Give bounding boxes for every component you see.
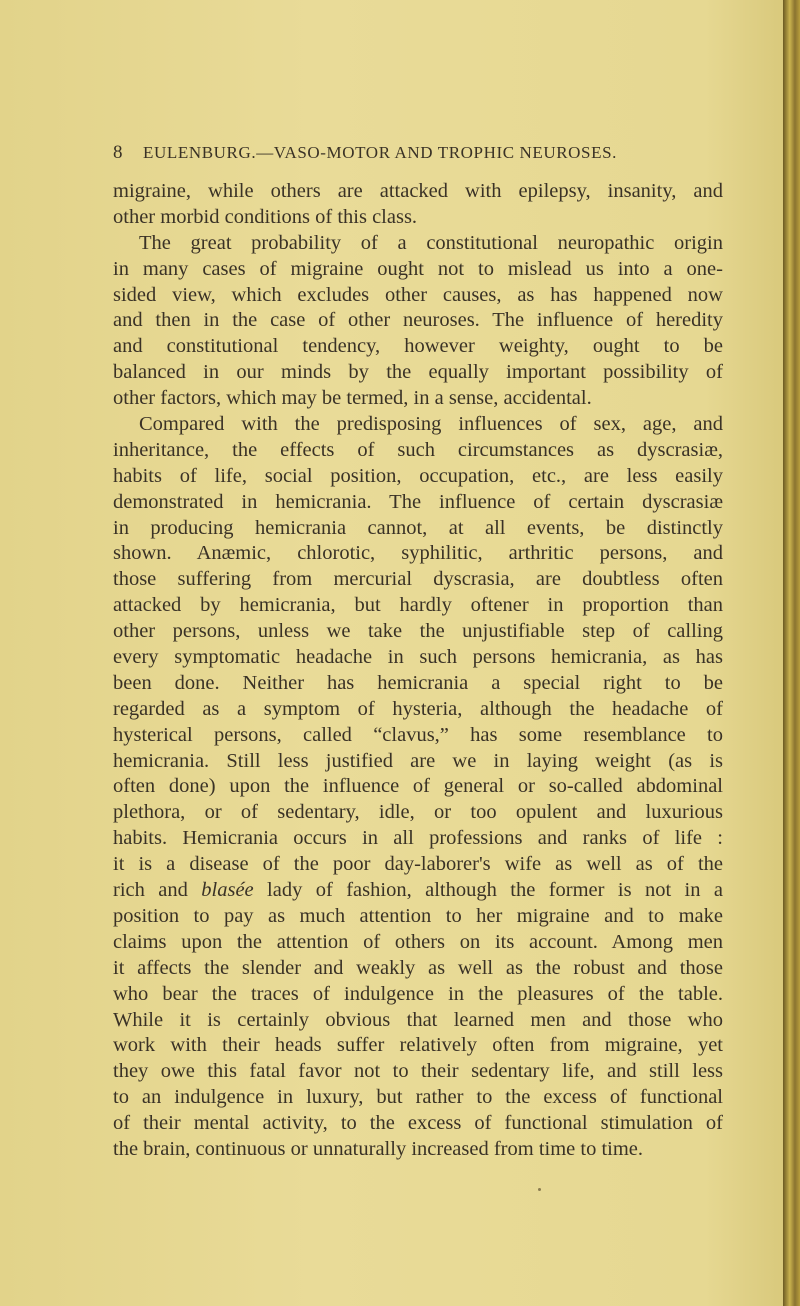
text-line: Compared with the predisposing influences of sex, age, and (139, 413, 723, 436)
text-line: shown. Anæmic, chlorotic, syphilitic, arthritic persons, and (113, 542, 723, 565)
text-line: habits. Hemicrania occurs in all professions and ranks of life : (113, 827, 723, 850)
text-line: work with their heads suffer relatively often from migraine, yet (113, 1034, 723, 1057)
text-line: those suffering from mercurial dyscrasia, are doubtless often (113, 568, 723, 591)
text-line: migraine, while others are attacked with epilepsy, insanity, and (113, 180, 723, 202)
italic-word: blasée (201, 879, 254, 902)
text-line: plethora, or of sedentary, idle, or too opulent and luxurious (113, 801, 723, 824)
body-text (113, 179, 723, 1163)
text-line: claims upon the attention of others on its account. Among men (113, 930, 723, 953)
text-line: it is a disease of the poor day-laborer's wife as well as of the (113, 853, 723, 876)
text-line: other persons, unless we take the unjustifiable step of calling (113, 620, 723, 643)
text-line: and constitutional tendency, however weighty, ought to be (113, 335, 723, 358)
text-run: rich and (113, 879, 202, 902)
text-line: who bear the traces of indulgence in the pleasures of the table. (113, 982, 723, 1005)
paper-speck (538, 1188, 541, 1191)
text-line: in producing hemicrania cannot, at all events, be distinctly (113, 516, 723, 539)
text-line: demonstrated in hemicrania. The influence of certain dyscrasiæ (113, 490, 723, 513)
text-line: The great probability of a constitutional neuropathic origin (139, 231, 723, 254)
text-line: other factors, which may be termed, in a sense, accidental. (113, 387, 592, 410)
text-line: to an indulgence in luxury, but rather to the excess of functional (113, 1086, 723, 1109)
text-line: often done) upon the influence of general or so-called abdominal (113, 775, 723, 798)
text-line: hysterical persons, called “clavus,” has some resemblance to (113, 723, 723, 746)
text-line: other morbid conditions of this class. (113, 205, 418, 228)
text-line: been done. Neither has hemicrania a special right to be (113, 671, 723, 694)
text-line: sided view, which excludes other causes, as has happened now (113, 283, 723, 306)
text-line: hemicrania. Still less justified are we in laying weight (as is (113, 749, 723, 772)
text-line: of their mental activity, to the excess of functional stimulation of (113, 1112, 723, 1135)
book-binding-edge (783, 0, 800, 1306)
text-line (113, 878, 723, 904)
text-line: and then in the case of other neuroses. The influence of heredity (113, 309, 723, 332)
text-line: inheritance, the effects of such circumstances as dyscrasiæ, (113, 438, 723, 461)
text-line: attacked by hemicrania, but hardly oftener in proportion than (113, 594, 723, 617)
running-title: EULENBURG.—VASO-MOTOR AND TROPHIC NEUROSES. (143, 143, 617, 162)
text-line: position to pay as much attention to her migraine and to make (113, 904, 723, 927)
text-line: they owe this fatal favor not to their sedentary life, and still less (113, 1060, 723, 1083)
running-header (113, 142, 723, 164)
text-line: balanced in our minds by the equally important possibility of (113, 361, 723, 384)
text-line: habits of life, social position, occupation, etc., are less easily (113, 464, 723, 487)
text-line: While it is certainly obvious that learned men and those who (113, 1008, 723, 1031)
text-run: lady of fashion, although the former is not in a (253, 879, 723, 902)
page-number: 8 (113, 142, 124, 163)
text-line: in many cases of migraine ought not to mislead us into a one- (113, 257, 723, 280)
text-line: the brain, continuous or unnaturally increased from time to time. (113, 1137, 644, 1160)
text-line: it affects the slender and weakly as well as the robust and those (113, 956, 723, 979)
text-line: every symptomatic headache in such persons hemicrania, as has (113, 646, 723, 669)
text-line: regarded as a symptom of hysteria, although the headache of (113, 697, 723, 720)
